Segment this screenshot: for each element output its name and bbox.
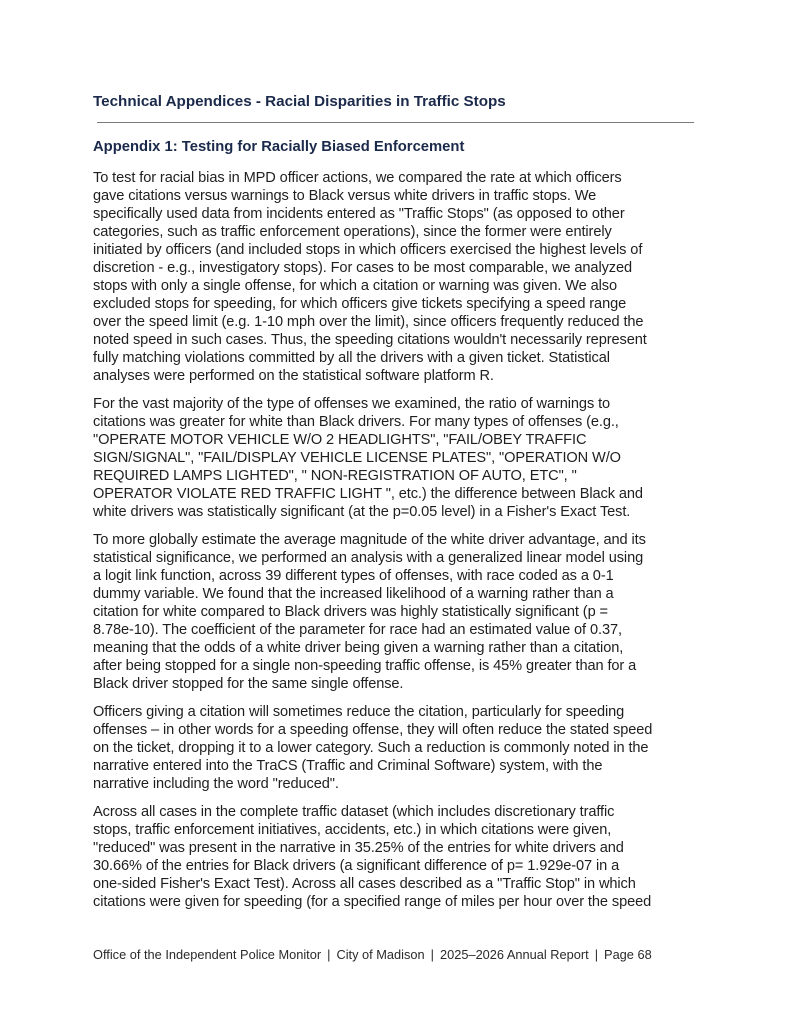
text-line: noted speed in such cases. Thus, the speeding citations wouldn't necessarily represent [93,332,647,348]
text-line: meaning that the odds of a white driver being given a warning rather than a citation, [93,640,624,656]
text-line: SIGN/SIGNAL", "FAIL/DISPLAY VEHICLE LICENSE PLATES", "OPERATION W/O [93,450,621,466]
text-line: dummy variable. We found that the increased likelihood of a warning rather than a [93,586,614,602]
text-line: narrative entered into the TraCS (Traffic and Criminal Software) system, with the [93,758,603,774]
text-line: categories, such as traffic enforcement operations), since the former were entirely [93,224,612,240]
text-line: gave citations versus warnings to Black versus white drivers in traffic stops. We [93,188,597,204]
text-line: statistical significance, we performed an analysis with a generalized linear model using [93,550,644,566]
section-title: Technical Appendices - Racial Disparities in Traffic Stops [93,93,506,110]
footer-separator: | [327,947,331,962]
footer-office: Office of the Independent Police Monitor [93,947,322,962]
paragraph-offense-ratios [93,395,699,521]
footer-report: 2025–2026 Annual Report [439,947,589,962]
text-line: discretion - e.g., investigatory stops). For cases to be most comparable, we analyzed [93,260,633,276]
text-line: excluded stops for speeding, for which officers give tickets specifying a speed range [93,296,627,312]
text-line: "reduced" was present in the narrative in 35.25% of the entries for white drivers and [93,840,624,856]
text-line: REQUIRED LAMPS LIGHTED", " NON-REGISTRATION OF AUTO, ETC", " [93,468,577,484]
text-line: after being stopped for a single non-speeding traffic offense, is 45% greater than for a [93,658,637,674]
text-line: on the ticket, dropping it to a lower category. Such a reduction is commonly noted in the [93,740,649,756]
text-line: Across all cases in the complete traffic dataset (which includes discretionary traffic [93,804,615,820]
footer-page-number: Page 68 [604,947,652,962]
text-line: To more globally estimate the average magnitude of the white driver advantage, and its [93,532,646,548]
text-line: offenses – in other words for a speeding offense, they will often reduce the stated speed [93,722,653,738]
text-line: stops with only a single offense, for which a citation or warning was given. We also [93,278,618,294]
text-line: narrative including the word "reduced". [93,776,339,792]
text-line: Officers giving a citation will sometimes reduce the citation, particularly for speeding [93,704,625,720]
footer-city: City of Madison [336,947,425,962]
text-line: stops, traffic enforcement initiatives, accidents, etc.) in which citations were given, [93,822,612,838]
text-line: OPERATOR VIOLATE RED TRAFFIC LIGHT ", etc.) the difference between Black and [93,486,643,502]
text-line: For the vast majority of the type of offenses we examined, the ratio of warnings to [93,396,611,412]
text-line: white drivers was statistically significant (at the p=0.05 level) in a Fisher's Exact Test. [93,504,631,520]
text-line: "OPERATE MOTOR VEHICLE W/O 2 HEADLIGHTS", "FAIL/OBEY TRAFFIC [93,432,587,448]
text-line: citation for white compared to Black drivers was highly statistically significant (p = [93,604,608,620]
text-line: analyses were performed on the statistical software platform R. [93,368,494,384]
text-line: To test for racial bias in MPD officer actions, we compared the rate at which officers [93,170,622,186]
text-line: 8.78e-10). The coefficient of the parameter for race had an estimated value of 0.37, [93,622,622,638]
footer-separator: | [594,947,599,962]
text-line: fully matching violations committed by all the drivers with a given ticket. Statistical [93,350,610,366]
text-line: citations was greater for white than Black drivers. For many types of offenses (e.g., [93,414,619,430]
text-line: a logit link function, across 39 different types of offenses, with race coded as a 0-1 [93,568,614,584]
paragraph-citation-reduction [93,703,699,793]
text-line: one-sided Fisher's Exact Test). Across all cases described as a "Traffic Stop" in which [93,876,636,892]
text-line: specifically used data from incidents entered as "Traffic Stops" (as opposed to other [93,206,625,222]
paragraph-methodology [93,169,699,385]
page-footer [93,947,652,962]
text-line: over the speed limit (e.g. 1-10 mph over the limit), since officers frequently reduced the [93,314,644,330]
text-line: initiated by officers (and included stops in which officers exercised the highest levels of [93,242,643,258]
footer-separator: | [430,947,434,962]
text-line: citations were given for speeding (for a specified range of miles per hour over the speed [93,894,652,910]
appendix-heading: Appendix 1: Testing for Racially Biased Enforcement [93,139,465,155]
paragraph-reduced-rates [93,803,699,911]
text-line: 30.66% of the entries for Black drivers (a significant difference of p= 1.929e-07 in a [93,858,620,874]
title-divider [97,122,694,123]
text-line: Black driver stopped for the same single offense. [93,676,404,692]
paragraph-glm-analysis [93,531,699,693]
body-text [93,169,699,921]
